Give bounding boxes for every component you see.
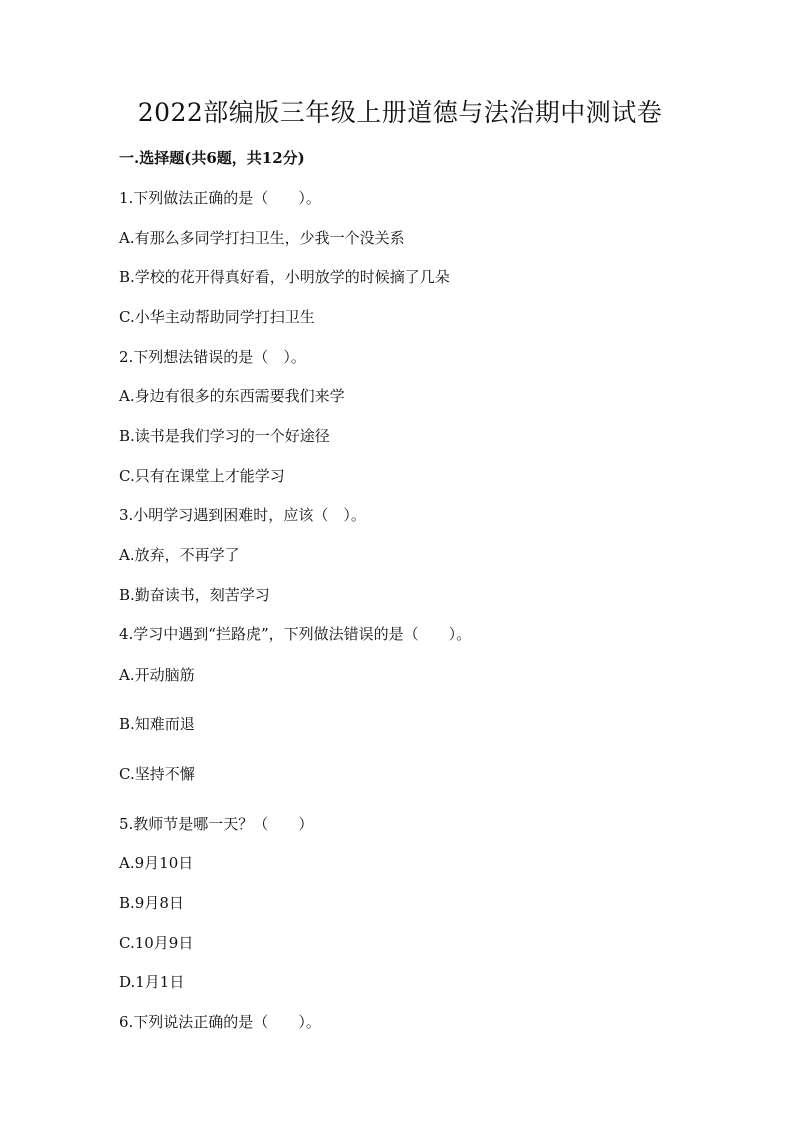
- question-1-option-b: B.学校的花开得真好看，小明放学的时候摘了几朵: [119, 268, 450, 286]
- question-4-stem: 4.学习中遇到“拦路虎”，下列做法错误的是（ ）。: [119, 625, 472, 643]
- question-5-option-c: C.10月9日: [119, 934, 194, 952]
- question-4-option-a: A.开动脑筋: [119, 666, 195, 684]
- question-5-option-a: A.9月10日: [119, 854, 194, 872]
- question-3-option-b: B.勤奋读书，刻苦学习: [119, 586, 270, 604]
- question-5-stem: 5.教师节是哪一天？（ ）: [119, 815, 314, 833]
- question-6-stem: 6.下列说法正确的是（ ）。: [119, 1013, 321, 1031]
- question-5-option-b: B.9月8日: [119, 894, 184, 912]
- question-3-option-a: A.放弃，不再学了: [119, 546, 240, 564]
- page-title: 2022部编版三年级上册道德与法治期中测试卷: [137, 98, 663, 127]
- question-1-stem: 1.下列做法正确的是（ ）。: [119, 189, 321, 207]
- question-4-option-b: B.知难而退: [119, 715, 195, 733]
- section-heading: 一.选择题(共6题，共12分): [119, 149, 305, 167]
- question-3-stem: 3.小明学习遇到困难时，应该（ ）。: [119, 506, 366, 524]
- question-1-option-a: A.有那么多同学打扫卫生，少我一个没关系: [119, 229, 405, 247]
- question-2-option-c: C.只有在课堂上才能学习: [119, 467, 285, 485]
- question-4-option-c: C.坚持不懈: [119, 765, 195, 783]
- question-1-option-c: C.小华主动帮助同学打扫卫生: [119, 308, 315, 326]
- question-2-option-a: A.身边有很多的东西需要我们来学: [119, 387, 345, 405]
- question-5-option-d: D.1月1日: [119, 973, 185, 991]
- question-2-option-b: B.读书是我们学习的一个好途径: [119, 427, 330, 445]
- question-2-stem: 2.下列想法错误的是（ ）。: [119, 348, 306, 366]
